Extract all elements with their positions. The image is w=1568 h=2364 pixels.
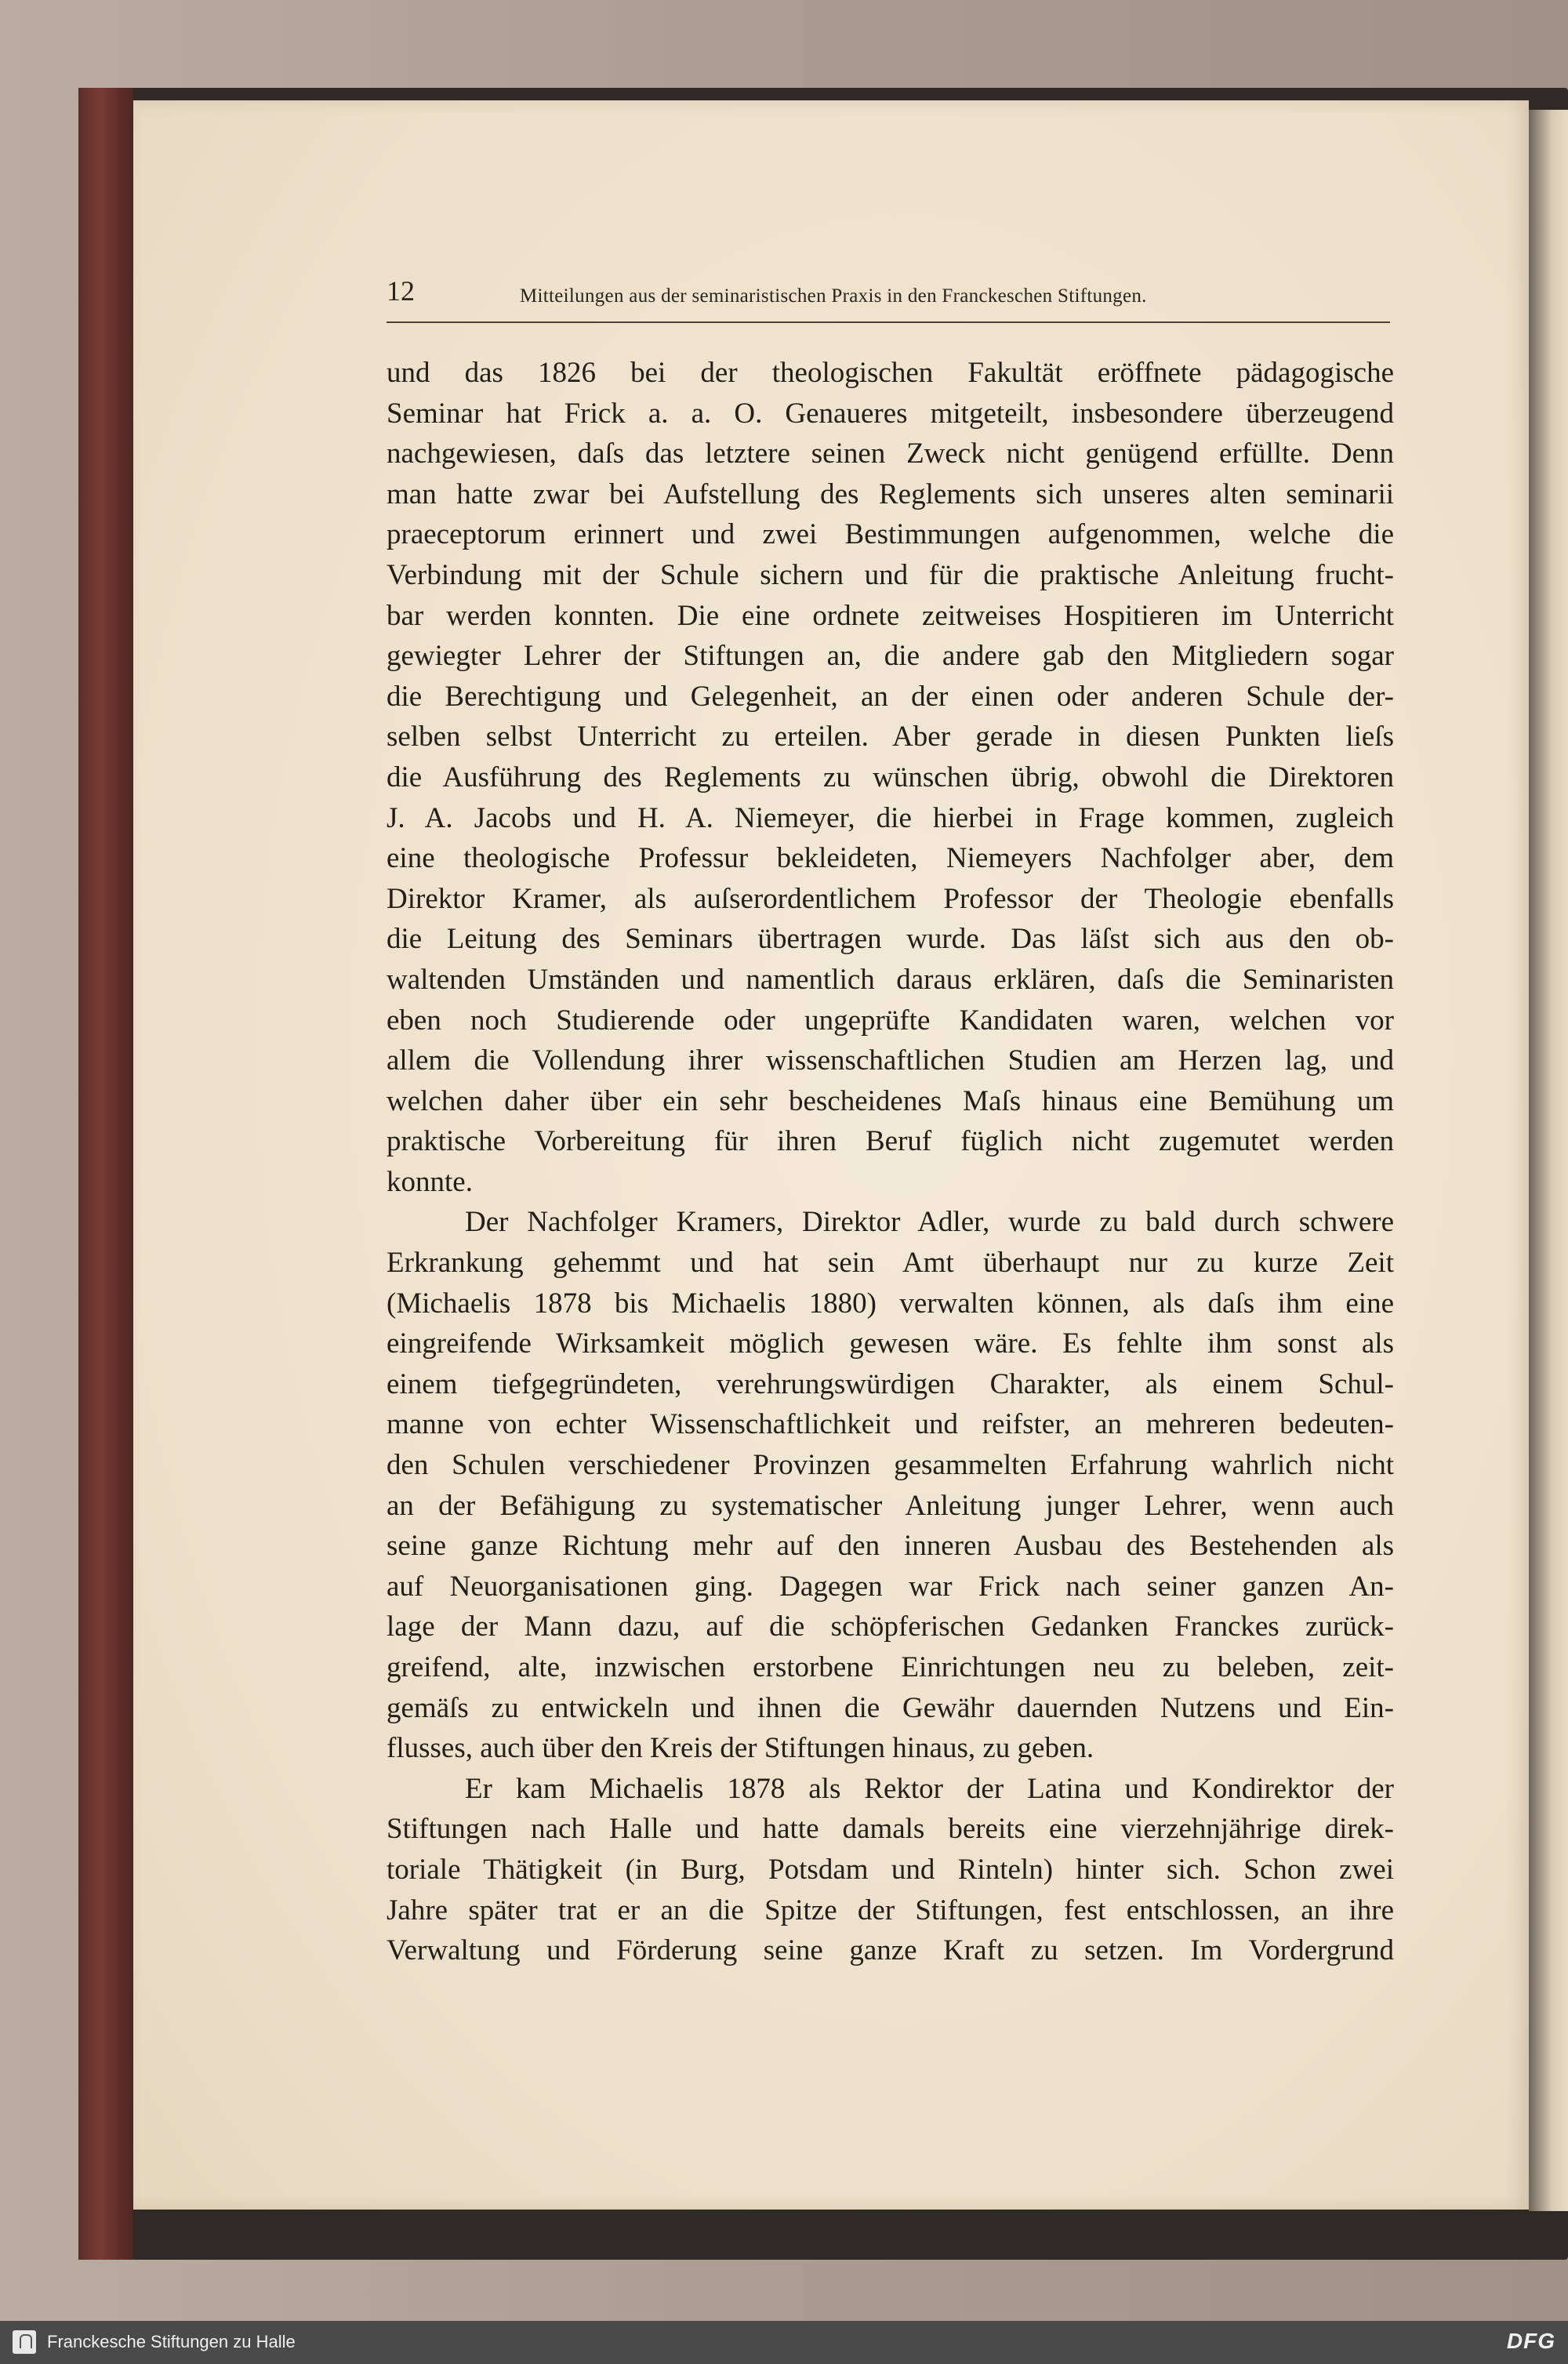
text-line: Direktor Kramer, als auſserordentlichem Professor der Theologie ebenfalls bbox=[387, 882, 1394, 915]
body-text bbox=[387, 353, 1394, 1971]
facing-page-edge bbox=[1529, 110, 1568, 2211]
text-line: greifend, alte, inzwischen erstorbene Einrichtungen neu zu beleben, zeit- bbox=[387, 1651, 1394, 1683]
text-line: Seminar hat Frick a. a. O. Genaueres mitgeteilt, insbesondere überzeugend bbox=[387, 397, 1394, 430]
text-line: (Michaelis 1878 bis Michaelis 1880) verwalten können, als daſs ihm eine bbox=[387, 1287, 1394, 1320]
text-line: gewiegter Lehrer der Stiftungen an, die andere gab den Mitgliedern sogar bbox=[387, 640, 1394, 673]
text-line: Er kam Michaelis 1878 als Rektor der Latina und Kondirektor der bbox=[465, 1772, 1394, 1805]
text-line: allem die Vollendung ihrer wissenschaftlichen Studien am Herzen lag, und bbox=[387, 1044, 1394, 1077]
text-line: toriale Thätigkeit (in Burg, Potsdam und Rinteln) hinter sich. Schon zwei bbox=[387, 1853, 1394, 1886]
text-line: praktische Vorbereitung für ihren Beruf füglich nicht zugemutet werden bbox=[387, 1125, 1394, 1158]
text-line: J. A. Jacobs und H. A. Niemeyer, die hierbei in Frage kommen, zugleich bbox=[387, 801, 1394, 834]
text-line: Verwaltung und Förderung seine ganze Kraft zu setzen. Im Vordergrund bbox=[387, 1934, 1394, 1967]
text-line: Der Nachfolger Kramers, Direktor Adler, wurde zu bald durch schwere bbox=[465, 1206, 1394, 1239]
text-line: die Leitung des Seminars übertragen wurde. Das läſst sich aus den ob- bbox=[387, 923, 1394, 956]
institution-logo-icon bbox=[13, 2330, 36, 2354]
text-line: an der Befähigung zu systematischer Anleitung junger Lehrer, wenn auch bbox=[387, 1489, 1394, 1522]
dfg-logo[interactable]: DFG bbox=[1506, 2329, 1555, 2353]
text-line: konnte. bbox=[387, 1165, 473, 1198]
cover-edge bbox=[78, 88, 133, 2260]
footer-bar bbox=[0, 2321, 1568, 2364]
text-line: eben noch Studierende oder ungeprüfte Kandidaten waren, welchen vor bbox=[387, 1004, 1394, 1037]
text-line: Stiftungen nach Halle und hatte damals bereits eine vierzehnjährige direk- bbox=[387, 1813, 1394, 1846]
text-line: Jahre später trat er an die Spitze der Stiftungen, fest entschlossen, an ihre bbox=[387, 1894, 1394, 1926]
text-line: manne von echter Wissenschaftlichkeit und reifster, an mehreren bedeuten- bbox=[387, 1408, 1394, 1441]
footer-institution[interactable]: Franckesche Stiftungen zu Halle bbox=[47, 2332, 296, 2351]
text-line: bar werden konnten. Die eine ordnete zeitweises Hospitieren im Unterricht bbox=[387, 599, 1394, 632]
text-line: einem tiefgegründeten, verehrungswürdigen Charakter, als einem Schul- bbox=[387, 1367, 1394, 1400]
text-line: nachgewiesen, daſs das letztere seinen Zweck nicht genügend erfüllte. Denn bbox=[387, 438, 1394, 470]
text-line: und das 1826 bei der theologischen Fakultät eröffnete pädagogische bbox=[387, 357, 1394, 389]
running-head: Mitteilungen aus der seminaristischen Praxis in den Franckeschen Stiftungen. bbox=[520, 285, 1147, 307]
text-line: waltenden Umständen und namentlich daraus erklären, daſs die Seminaristen bbox=[387, 963, 1394, 996]
text-line: auf Neuorganisationen ging. Dagegen war Frick nach seiner ganzen An- bbox=[387, 1570, 1394, 1603]
text-line: seine ganze Richtung mehr auf den inneren Ausbau des Bestehenden als bbox=[387, 1530, 1394, 1563]
page-number: 12 bbox=[387, 275, 415, 307]
text-line: Erkrankung gehemmt und hat sein Amt überhaupt nur zu kurze Zeit bbox=[387, 1247, 1394, 1280]
text-line: flusses, auch über den Kreis der Stiftungen hinaus, zu geben. bbox=[387, 1732, 1094, 1765]
text-line: selben selbst Unterricht zu erteilen. Aber gerade in diesen Punkten lieſs bbox=[387, 721, 1394, 754]
text-line: lage der Mann dazu, auf die schöpferischen Gedanken Franckes zurück- bbox=[387, 1610, 1394, 1643]
page-header bbox=[387, 274, 1390, 323]
text-line: eingreifende Wirksamkeit möglich gewesen wäre. Es fehlte ihm sonst als bbox=[387, 1327, 1394, 1360]
text-line: Verbindung mit der Schule sichern und für die praktische Anleitung frucht- bbox=[387, 558, 1394, 591]
text-line: welchen daher über ein sehr bescheidenes Maſs hinaus eine Bemühung um bbox=[387, 1084, 1394, 1117]
text-line: gemäſs zu entwickeln und ihnen die Gewähr dauernden Nutzens und Ein- bbox=[387, 1691, 1394, 1724]
text-line: die Ausführung des Reglements zu wünschen übrig, obwohl die Direktoren bbox=[387, 761, 1394, 793]
text-line: die Berechtigung und Gelegenheit, an der einen oder anderen Schule der- bbox=[387, 680, 1394, 713]
text-line: eine theologische Professur bekleideten, Niemeyers Nachfolger aber, dem bbox=[387, 842, 1394, 875]
text-line: praeceptorum erinnert und zwei Bestimmungen aufgenommen, welche die bbox=[387, 518, 1394, 551]
text-line: den Schulen verschiedener Provinzen gesammelten Erfahrung wahrlich nicht bbox=[387, 1449, 1394, 1482]
text-line: man hatte zwar bei Aufstellung des Reglements sich unseres alten seminarii bbox=[387, 478, 1394, 510]
